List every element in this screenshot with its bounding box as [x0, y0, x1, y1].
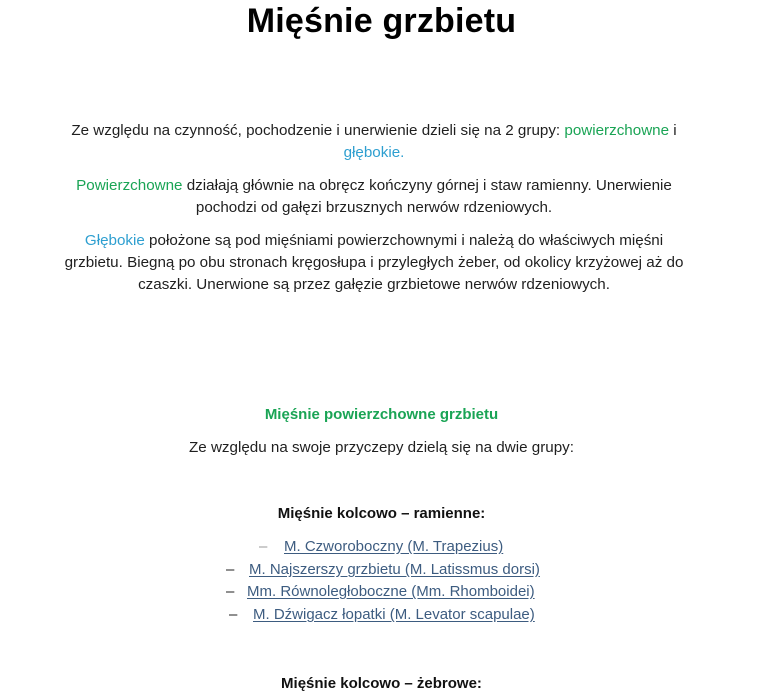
list-item: [0, 538, 763, 560]
list-item: [0, 583, 763, 605]
link-levator-scapulae[interactable]: M. Dźwigacz łopatki (M. Levator scapulae): [253, 606, 535, 623]
list-dash: –: [226, 561, 235, 578]
link-trapezius[interactable]: M. Czworoboczny (M. Trapezius): [284, 538, 504, 555]
section-title: Mięśnie powierzchowne grzbietu: [264, 406, 499, 423]
superficial-green-word: Powierzchowne: [76, 177, 183, 194]
intro-text-2: i: [669, 122, 677, 139]
list-item: [0, 561, 763, 583]
link-latissimus[interactable]: M. Najszerszy grzbietu (M. Latissmus dorsi): [249, 561, 540, 578]
intro-text-1: Ze względu na czynność, pochodzenie i unerwienie dzieli się na 2 grupy:: [71, 122, 565, 139]
group1-title: Mięśnie kolcowo – ramienne:: [277, 505, 486, 522]
list-dash: –: [259, 538, 268, 555]
deep-paragraph: [58, 230, 690, 296]
list-item: [0, 606, 763, 628]
intro-paragraph: [58, 120, 690, 164]
list-dash: –: [226, 583, 235, 600]
group2-title: Mięśnie kolcowo – żebrowe:: [281, 675, 482, 692]
page-title: Mięśnie grzbietu: [246, 2, 517, 40]
superficial-paragraph: [58, 175, 690, 219]
deep-text: położone są pod mięśniami powierzchownymi i należą do właściwych mięśni grzbietu. Biegną po obu stronach kręgosłupa i przyległych żeber, od okolicy krzyżowej aż do czaszki. Unerwione są przez gałęzie grzbietowe nerwów rdzeniowych.: [64, 232, 684, 293]
intro-green-word: powierzchowne: [564, 122, 670, 139]
deep-blue-word: Głębokie: [84, 232, 145, 249]
list-dash: –: [229, 606, 238, 623]
link-rhomboidei[interactable]: Mm. Równoległoboczne (Mm. Rhomboidei): [247, 583, 535, 600]
superficial-text: działają głównie na obręcz kończyny górnej i staw ramienny. Unerwienie pochodzi od gałęzi brzusznych nerwów rdzeniowych.: [182, 177, 672, 216]
intro-blue-word: głębokie.: [343, 144, 405, 161]
section-subtitle: Ze względu na swoje przyczepy dzielą się na dwie grupy:: [189, 439, 574, 456]
